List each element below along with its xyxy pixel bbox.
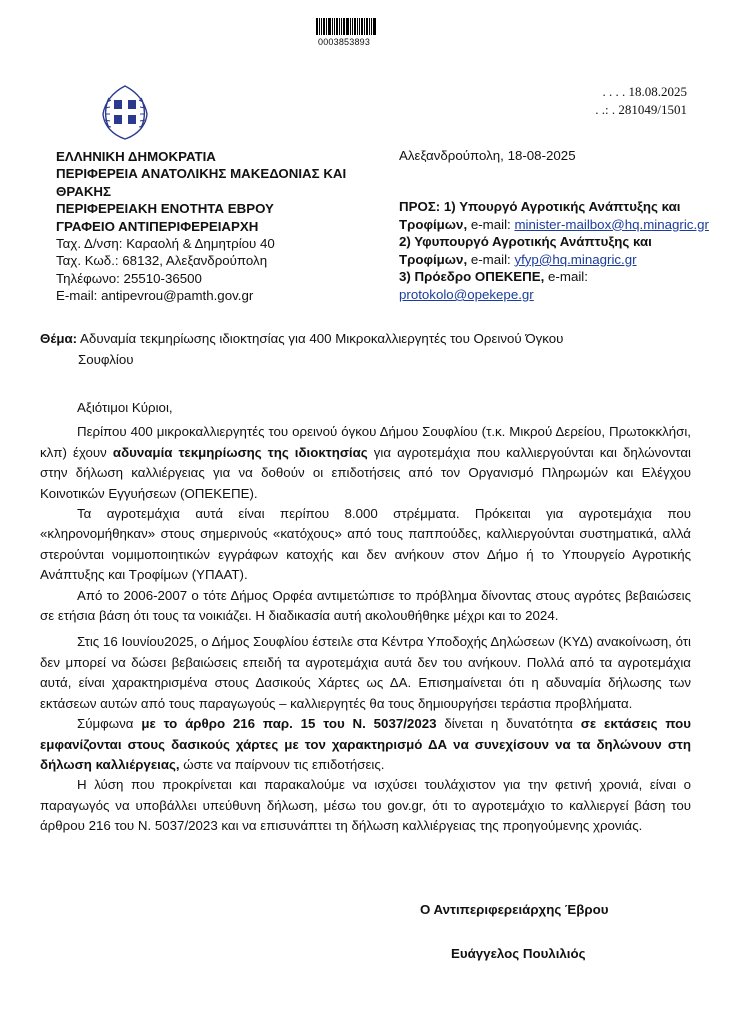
subject xyxy=(40,329,665,370)
recipient-3-line xyxy=(399,268,709,286)
header-country: ΕΛΛΗΝΙΚΗ ΔΗΜΟΚΡΑΤΙΑ xyxy=(56,149,216,164)
salutation: Αξιότιμοι Κύριοι, xyxy=(77,400,173,415)
barcode-bar xyxy=(369,18,370,35)
paragraph-5-a: Σύμφωνα xyxy=(77,716,142,732)
paragraph-1 xyxy=(40,422,691,504)
recipient-1-cont: Τροφίμων, xyxy=(399,216,468,232)
letter-body xyxy=(40,398,691,837)
recipient-2-email-label: e-mail: xyxy=(467,251,515,267)
header-phone: Τηλέφωνο: 25510-36500 xyxy=(56,270,202,286)
recipient-2-email-link[interactable]: yfyp@hq.minagric.gr xyxy=(514,251,637,267)
protocol-number: . .: . 281049/1501 xyxy=(595,102,687,117)
recipient-3-email-link[interactable]: protokolo@opekepe.gr xyxy=(399,286,534,302)
barcode-bar xyxy=(316,18,318,35)
recipient-1-email-line xyxy=(399,216,709,234)
header-region: ΠΕΡΙΦΕΡΕΙΑ ΑΝΑΤΟΛΙΚΗΣ ΜΑΚΕΔΟΝΙΑΣ ΚΑΙ xyxy=(56,166,347,182)
subject-text-cont: Σουφλίου xyxy=(78,351,134,367)
greek-coat-of-arms-icon xyxy=(95,82,155,142)
paragraph-6: Η λύση που προκρίνεται και παρακαλούμε να ισχύσει τουλάχιστον για την φετινή χρονιά, είναι ο παραγωγός να υποβάλλει υπεύθυνη δήλωση, μέσω του gov.gr, ότι το αγροτεμάχιο το καλλιεργεί βάση του άρθρου 216 του Ν. 5037/2023 και να επισυνάπτει τη δήλωση καλλιέργειας της προηγούμενης χρονιάς. xyxy=(40,777,691,834)
header-address: Ταχ. Δ/νση: Καραολή & Δημητρίου 40 xyxy=(56,236,275,252)
recipient-2-cont: Τροφίμων, xyxy=(399,251,468,267)
barcode-bar xyxy=(350,18,351,35)
paragraph-5-emphasis: σε εκτάσεις που εμφανίζονται στους δασικούς χάρτες με τον χαρακτηρισμό ΔΑ να συνεχίσουν να τα δηλώνουν στη δήλωση καλλιέργειας, xyxy=(40,716,691,772)
recipients xyxy=(399,198,709,304)
barcode-bar xyxy=(339,18,340,35)
barcode xyxy=(316,18,384,35)
barcode-bar xyxy=(328,18,331,35)
barcode-bar xyxy=(352,18,353,35)
header-office: ΓΡΑΦΕΙΟ ΑΝΤΙΠΕΡΙΦΕΡΕΙΑΡΧΗ xyxy=(56,218,259,234)
recipient-2: 2) Υφυπουργό Αγροτικής Ανάπτυξης και xyxy=(399,234,652,250)
barcode-bar xyxy=(341,18,342,35)
recipient-3-email-label: e-mail: xyxy=(544,269,588,285)
paragraph-4: Στις 16 Ιουνίου2025, ο Δήμος Σουφλίου έστειλε στα Κέντρα Υποδοχής Δηλώσεων (ΚΥΔ) ανακοίνωση, ότι δεν μπορεί να δώσει βεβαιώσεις επειδή τα αγροτεμάχια αυτά δεν του ανήκουν. Πολλά από τα αγροτεμάχια αυτά, είναι χαρακτηρισμένα στους Δασικούς Χάρτες ως ΔΑ. Επισημαίνεται ότι η αδυναμία δήλωσης των εκτάσεων αυτών από τους παραγωγούς – καλλιεργητές θα τους δημιουργήσει τεράστια προβλήματα. xyxy=(40,634,691,711)
subject-line xyxy=(40,329,665,350)
barcode-bar xyxy=(373,18,376,35)
barcode-bar xyxy=(366,18,368,35)
subject-text: Αδυναμία τεκμηρίωσης ιδιοκτησίας για 400 Μικροκαλλιεργητές του Ορεινού Όγκου xyxy=(77,331,564,346)
barcode-bar xyxy=(323,18,325,35)
barcode-bar xyxy=(319,18,320,35)
signature-name: Ευάγγελος Πουλιλιός xyxy=(451,946,586,961)
barcode-bar xyxy=(326,18,327,35)
barcode-bar xyxy=(321,18,322,35)
subject-label: Θέμα: xyxy=(40,331,78,346)
barcode-number: 0003853893 xyxy=(318,37,371,47)
barcode-bar xyxy=(371,18,372,35)
header-email: E-mail: antipevrou@pamth.gov.gr xyxy=(56,288,254,304)
barcode-bar xyxy=(357,18,358,35)
header-unit: ΠΕΡΙΦΕΡΕΙΑΚΗ ΕΝΟΤΗΤΑ ΕΒΡΟΥ xyxy=(56,201,274,217)
paragraph-5 xyxy=(40,714,691,775)
header-postal: Ταχ. Κωδ.: 68132, Αλεξανδρούπολη xyxy=(56,253,268,269)
recipient-1-email-link[interactable]: minister-mailbox@hq.minagric.gr xyxy=(514,216,709,232)
place-date: Αλεξανδρούπολη, 18-08-2025 xyxy=(399,148,576,163)
paragraph-1-a: Περίπου 400 μικροκαλλιεργητές του ορεινού όγκου Δήμου Σουφλίου (τ.κ. Μικρού Δερείου, Πρωτοκκλήσι, κλπ) έχουν xyxy=(40,424,691,460)
paragraph-1-emphasis: αδυναμία τεκμηρίωσης της ιδιοκτησίας xyxy=(112,444,368,460)
barcode-bar xyxy=(332,18,333,35)
barcode-bar xyxy=(364,18,365,35)
paragraph-5-law: με το άρθρο 216 παρ. 15 του Ν. 5037/2023 xyxy=(141,716,437,732)
paragraph-3: Από το 2006-2007 ο τότε Δήμος Ορφέα αντιμετώπισε το πρόβλημα δίνοντας στους αγρότες βεβαιώσεις σε ετήσια βάση ότι τους τα νοικιάζει. Η διαδικασία αυτή ακολουθήθηκε μέχρι και το 2024. xyxy=(40,587,691,624)
barcode-bar xyxy=(346,18,349,35)
protocol-date: . . . . 18.08.2025 xyxy=(602,84,687,99)
signature-title: Ο Αντιπεριφερειάρχης Έβρου xyxy=(420,902,609,917)
barcode-bar xyxy=(359,18,360,35)
paragraph-5-c: δίνεται η δυνατότητα xyxy=(436,716,581,732)
barcode-bar xyxy=(336,18,338,35)
recipient-1: ΠΡΟΣ: 1) Υπουργό Αγροτικής Ανάπτυξης και xyxy=(399,199,681,214)
sender-header xyxy=(56,148,346,305)
paragraph-5-e: ώστε να παίρνουν τις επιδοτήσεις. xyxy=(179,756,385,772)
recipient-3: 3) Πρόεδρο ΟΠΕΚΕΠΕ, xyxy=(399,269,545,285)
recipient-2-email-line xyxy=(399,251,709,269)
barcode-bar xyxy=(361,18,363,35)
recipient-1-email-label: e-mail: xyxy=(467,216,515,232)
barcode-bar xyxy=(354,18,356,35)
paragraph-1-c: για αγροτεμάχια που καλλιεργούνται και δηλώνονται στην δήλωση καλλιέργειας για να δοθούν οι επιδοτήσεις από τον Οργανισμό Πληρωμών και Ελέγχου Κοινοτικών Εγγυήσεων (ΟΠΕΚΕΠΕ). xyxy=(40,444,692,501)
header-region-cont: ΘΡΑΚΗΣ xyxy=(56,183,112,199)
barcode-bar xyxy=(343,18,345,35)
paragraph-2: Τα αγροτεμάχια αυτά είναι περίπου 8.000 στρέμματα. Πρόκειται για αγροτεμάχια που «κληρονομήθηκαν» στους σημερινούς «κατόχους» από τους παππούδες, καλλιεργούνται συστηματικά, αλλά στερούνται νομιμοποιητικών εγγράφων κατοχής και δεν ανήκουν στον Δήμο ή το Υπουργείο Αγροτικής Ανάπτυξης και Τροφίμων (ΥΠΑΑΤ). xyxy=(40,506,691,583)
barcode-bar xyxy=(334,18,335,35)
